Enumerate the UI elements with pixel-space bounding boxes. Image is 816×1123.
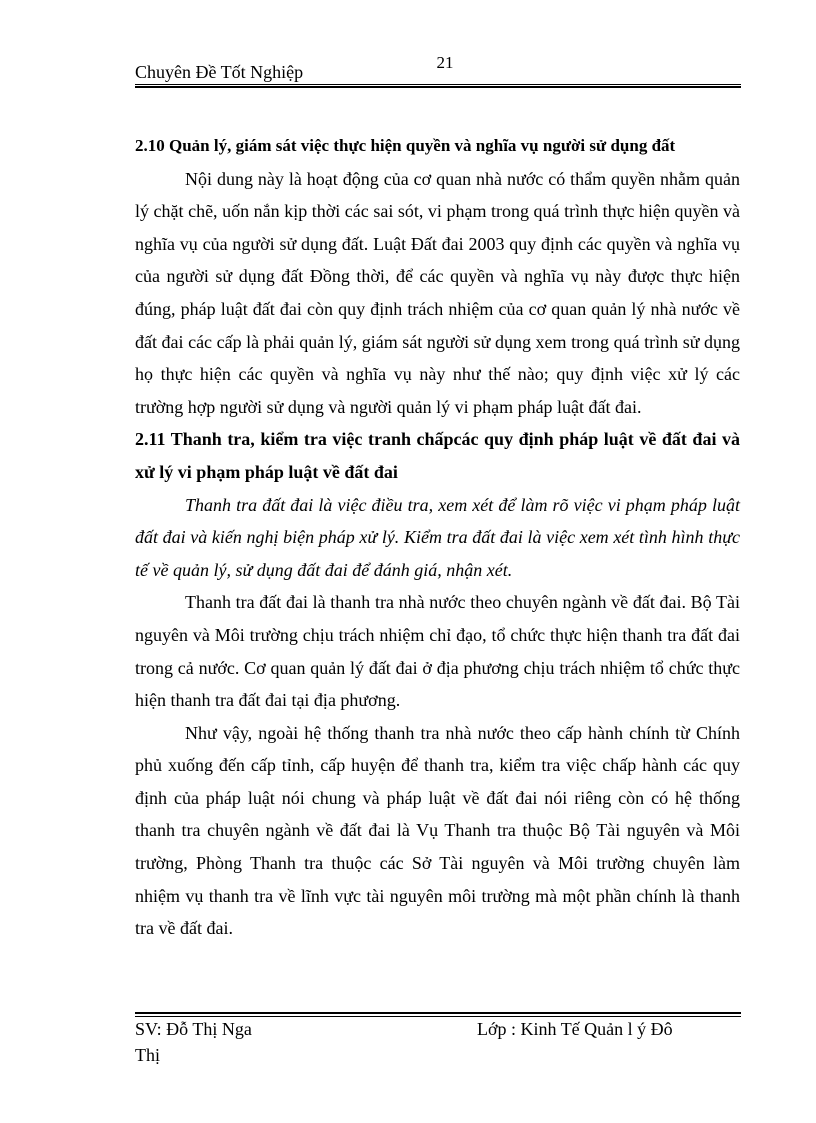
paragraph: Thanh tra đất đai là thanh tra nhà nước theo chuyên ngành về đất đai. Bộ Tài nguyên và Môi trường chịu trách nhiệm chỉ đạo, tổ chức thực hiện thanh tra đất đai trong cả nước. Cơ quan quản lý đất đai ở địa phương chịu trách nhiệm tổ chức thực hiện thanh tra đất đai tại địa phương.	[135, 592, 740, 711]
footer-class: Lớp : Kinh Tế Quản l ý Đô	[477, 1019, 673, 1039]
document-header-title: Chuyên Đề Tốt Nghiệp	[135, 62, 304, 82]
header-divider	[135, 84, 741, 85]
section-heading-2-11: 2.11 Thanh tra, kiểm tra việc tranh chấpcác quy định pháp luật về đất đai và xử lý vi phạm pháp luật về đất đai	[135, 429, 740, 482]
paragraph: Nội dung này là hoạt động của cơ quan nhà nước có thẩm quyền nhằm quản lý chặt chẽ, uốn nắn kịp thời các sai sót, vi phạm trong quá trình thực hiện quyền và nghĩa vụ của người sử dụng đất. Luật Đất đai 2003 quy định các quyền và nghĩa vụ của người sử dụng đất Đồng thời, để các quyền và nghĩa vụ này được thực hiện đúng, pháp luật đất đai còn quy định trách nhiệm của cơ quan quản lý nhà nước về đất đai các cấp là phải quản lý, giám sát người sử dụng xem trong quá trình sử dụng họ thực hiện các quyền và nghĩa vụ này như thế nào; quy định việc xử lý các trường hợp người sử dụng và người quản lý vi phạm pháp luật đất đai.	[135, 168, 740, 417]
header-divider-thick	[135, 86, 741, 88]
paragraph-italic: Thanh tra đất đai là việc điều tra, xem xét để làm rõ việc vi phạm pháp luật đất đai và kiến nghị biện pháp xử lý. Kiểm tra đất đai là việc xem xét tình hình thực tế về quản lý, sử dụng đất đai để đánh giá, nhận xét.	[135, 494, 740, 580]
footer-student-name: SV: Đỗ Thị Nga	[135, 1019, 252, 1039]
footer-student	[135, 1016, 252, 1068]
paragraph: Như vậy, ngoài hệ thống thanh tra nhà nước theo cấp hành chính từ Chính phủ xuống đến cấp tỉnh, cấp huyện để thanh tra, kiểm tra việc chấp hành các quy định của pháp luật nói chung và pháp luật về đất đai nói riêng còn có hệ thống thanh tra chuyên ngành về đất đai là Vụ Thanh tra thuộc Bộ Tài nguyên và Môi trường, Phòng Thanh tra thuộc các Sở Tài nguyên và Môi trường chuyên làm nhiệm vụ thanh tra về lĩnh vực tài nguyên môi trường mà một phần chính là thanh tra về đất đai.	[135, 722, 740, 939]
page-number: 21	[436, 53, 454, 72]
footer-student-name-cont: Thị	[135, 1045, 160, 1065]
page-body	[135, 130, 740, 945]
footer-divider-thick	[135, 1012, 741, 1014]
section-heading-2-10: 2.10 Quản lý, giám sát việc thực hiện quyền và nghĩa vụ người sử dụng đất	[135, 136, 676, 155]
